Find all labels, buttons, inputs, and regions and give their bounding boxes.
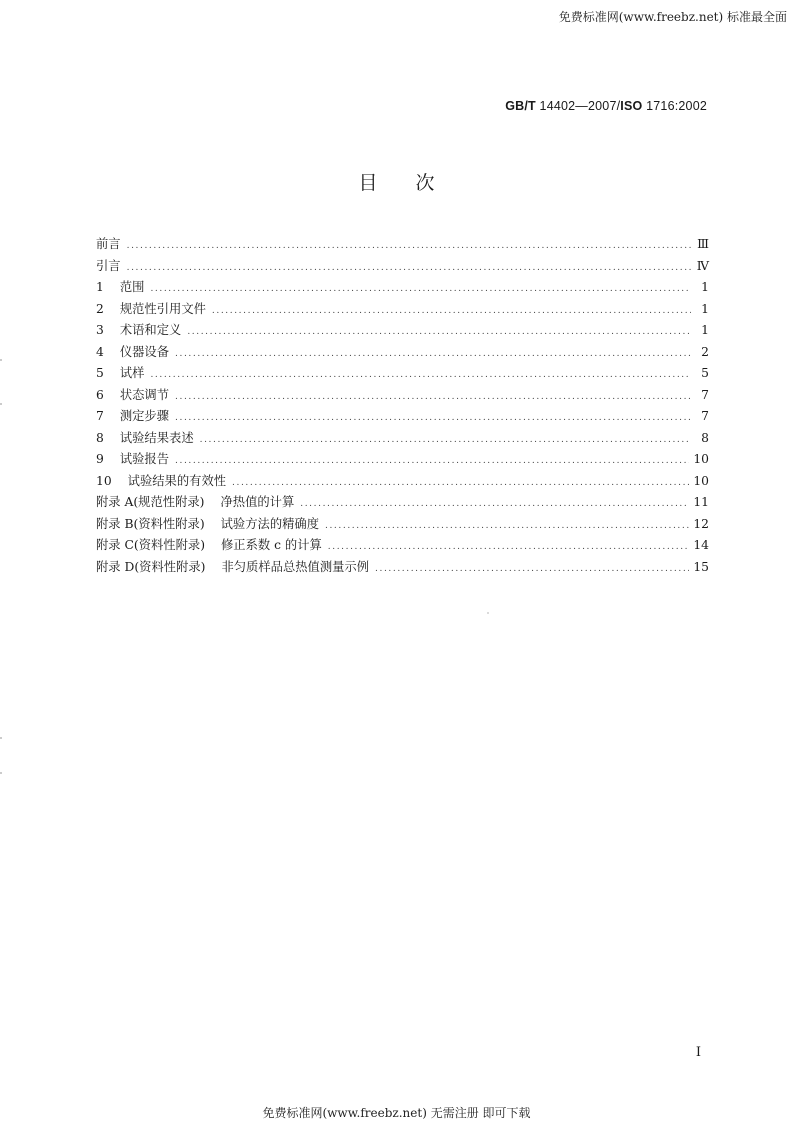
toc-entry[interactable] xyxy=(96,277,709,299)
toc-entry[interactable] xyxy=(96,449,709,471)
scan-speck xyxy=(0,737,2,739)
toc-entry[interactable] xyxy=(96,234,709,256)
toc-leader-dots xyxy=(187,322,691,344)
toc-leader-dots xyxy=(212,301,691,323)
toc-entry-title: 仪器设备 xyxy=(119,344,170,359)
toc-entry-label xyxy=(96,277,144,299)
toc-entry[interactable] xyxy=(96,514,709,536)
scan-speck xyxy=(0,359,2,361)
toc-entry[interactable] xyxy=(96,492,709,514)
toc-entry-page: 8 xyxy=(701,430,709,445)
standard-code-iso-number: 1716:2002 xyxy=(642,99,707,113)
toc-entry-number: 6 xyxy=(96,387,104,402)
toc-entry-title: 状态调节 xyxy=(119,387,170,402)
toc-entry[interactable] xyxy=(96,256,709,278)
toc-entry-label xyxy=(96,406,169,428)
toc-entry-page: 10 xyxy=(693,452,709,466)
toc-leader-dots xyxy=(200,430,691,452)
toc-entry-number: 1 xyxy=(96,280,104,294)
page-title: 目次 xyxy=(358,172,473,194)
scan-speck xyxy=(0,403,2,405)
toc-leader-dots xyxy=(175,408,691,430)
toc-entry-label xyxy=(96,557,369,579)
toc-entry-title: 范围 xyxy=(119,280,145,294)
toc-entry-number: 附录 C(资料性附录) xyxy=(96,538,205,552)
toc-entry-label xyxy=(96,492,294,514)
toc-entry-label xyxy=(96,342,169,364)
toc-entry-page: 7 xyxy=(701,387,709,402)
toc-entry-label xyxy=(96,471,226,493)
toc-entry[interactable] xyxy=(96,557,709,579)
toc-entry[interactable] xyxy=(96,320,709,342)
toc-entry-label xyxy=(96,385,169,407)
toc-entry-label xyxy=(96,234,121,256)
toc-leader-dots xyxy=(127,258,691,280)
site-banner-top: 免费标准网(www.freebz.net) 标准最全面 xyxy=(558,10,787,24)
toc-entry-title: 非匀质样品总热值测量示例 xyxy=(221,559,370,574)
toc-entry-title: 试验方法的精确度 xyxy=(220,516,320,531)
toc-leader-dots xyxy=(150,279,691,301)
standard-code-gb: GB/T xyxy=(505,99,536,113)
toc-entry-label xyxy=(96,363,144,385)
toc-entry-page: 1 xyxy=(701,280,709,294)
scan-speck xyxy=(0,772,2,774)
toc-entry-title: 测定步骤 xyxy=(119,409,170,423)
toc-entry-title: 试样 xyxy=(119,366,145,380)
toc-leader-dots xyxy=(328,537,690,559)
standard-code-number: 14402—2007/ xyxy=(535,99,621,113)
standard-code-iso: ISO xyxy=(620,99,643,113)
toc-entry-page: 14 xyxy=(693,538,709,552)
toc-entry-page: 10 xyxy=(693,473,709,488)
toc-entry-title: 净热值的计算 xyxy=(220,495,295,509)
toc-entry-page: 11 xyxy=(693,495,709,509)
toc-entry-page: 15 xyxy=(693,559,709,574)
toc-entry-title: 术语和定义 xyxy=(119,323,182,337)
toc-leader-dots xyxy=(300,494,689,516)
toc-entry-label xyxy=(96,514,319,536)
toc-entry-label xyxy=(96,428,194,450)
toc-entry[interactable] xyxy=(96,299,709,321)
toc-entry-title: 修正系数 c 的计算 xyxy=(221,538,322,552)
toc-entry[interactable] xyxy=(96,406,709,428)
toc-entry-page: 2 xyxy=(701,344,709,359)
toc-entry-label xyxy=(96,256,121,278)
toc-leader-dots xyxy=(375,559,689,581)
toc-leader-dots xyxy=(175,387,691,409)
toc-entry[interactable] xyxy=(96,535,709,557)
toc-entry-number: 附录 D(资料性附录) xyxy=(96,559,206,574)
toc-entry-label xyxy=(96,449,169,471)
toc-entry-number: 3 xyxy=(96,323,104,337)
toc-entry-page: Ⅳ xyxy=(696,258,709,273)
toc-entry-title: 前言 xyxy=(96,237,121,251)
toc-entry-number: 附录 B(资料性附录) xyxy=(96,516,205,531)
toc-entry-number: 7 xyxy=(96,409,104,423)
toc-entry-page: 7 xyxy=(701,409,709,423)
page-number: I xyxy=(695,1045,701,1060)
toc-entry-number: 10 xyxy=(96,473,112,488)
table-of-contents xyxy=(96,234,709,578)
toc-entry-title: 试验报告 xyxy=(119,452,170,466)
toc-entry-page: 1 xyxy=(701,323,709,337)
toc-entry-label xyxy=(96,535,322,557)
toc-entry-page: Ⅲ xyxy=(697,237,709,251)
toc-entry[interactable] xyxy=(96,428,709,450)
toc-entry-label xyxy=(96,320,181,342)
toc-entry[interactable] xyxy=(96,385,709,407)
toc-entry-number: 4 xyxy=(96,344,104,359)
toc-entry-page: 1 xyxy=(701,301,709,316)
toc-entry-title: 引言 xyxy=(96,258,121,273)
toc-entry-label xyxy=(96,299,206,321)
toc-entry-title: 试验结果表述 xyxy=(119,430,194,445)
toc-leader-dots xyxy=(175,344,691,366)
toc-leader-dots xyxy=(127,236,691,258)
toc-entry[interactable] xyxy=(96,471,709,493)
toc-entry-page: 5 xyxy=(701,366,709,380)
toc-entry-title: 试验结果的有效性 xyxy=(127,473,227,488)
toc-leader-dots xyxy=(325,516,689,538)
toc-entry-number: 8 xyxy=(96,430,104,445)
scan-speck xyxy=(487,612,489,614)
toc-entry-number: 2 xyxy=(96,301,104,316)
toc-leader-dots xyxy=(232,473,689,495)
toc-leader-dots xyxy=(150,365,691,387)
toc-entry[interactable] xyxy=(96,342,709,364)
toc-entry-page: 12 xyxy=(693,516,709,531)
toc-entry-number: 5 xyxy=(96,366,104,380)
toc-leader-dots xyxy=(175,451,689,473)
standard-code xyxy=(505,99,707,113)
toc-entry-title: 规范性引用文件 xyxy=(119,301,206,316)
toc-entry[interactable] xyxy=(96,363,709,385)
toc-entry-number: 9 xyxy=(96,452,104,466)
toc-entry-number: 附录 A(规范性附录) xyxy=(96,495,205,509)
site-banner-bottom: 免费标准网(www.freebz.net) 无需注册 即可下载 xyxy=(262,1106,531,1120)
